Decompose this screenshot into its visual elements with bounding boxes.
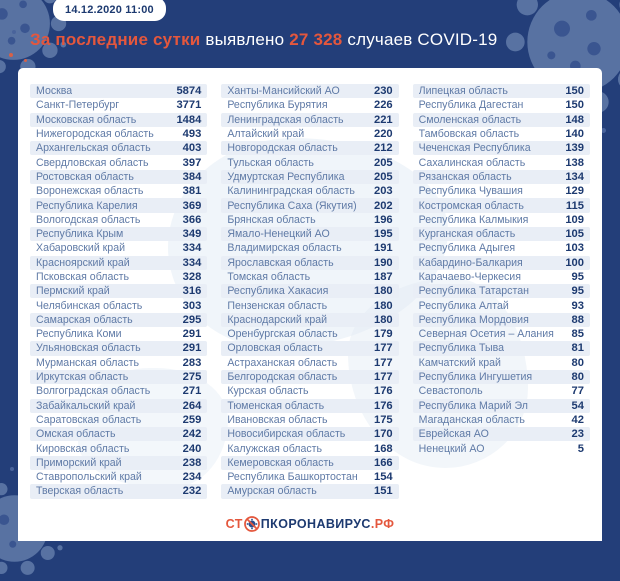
- table-row: [413, 170, 590, 184]
- table-row: [413, 370, 590, 384]
- table-row: [221, 127, 398, 141]
- region-column-1: [30, 84, 207, 499]
- table-row: [413, 399, 590, 413]
- table-row: [221, 98, 398, 112]
- region-value: 366: [182, 213, 202, 226]
- table-row: [413, 256, 590, 270]
- region-name: Краснодарский край: [227, 313, 328, 326]
- region-name: Псковская область: [36, 271, 130, 283]
- region-value: 95: [571, 271, 584, 283]
- table-row: [30, 84, 207, 98]
- region-name: Республика Ингушетия: [418, 371, 533, 384]
- region-value: 103: [565, 242, 584, 255]
- region-name: Смоленская область: [418, 113, 522, 126]
- decor-dot: [24, 59, 27, 62]
- table-row: [30, 227, 207, 241]
- region-value: 23: [571, 428, 584, 441]
- region-name: Забайкальский край: [36, 399, 136, 412]
- region-value: 230: [373, 85, 393, 98]
- region-value: 180: [373, 313, 393, 326]
- region-value: 196: [373, 213, 393, 226]
- region-value: 187: [373, 271, 393, 283]
- region-value: 54: [571, 399, 584, 412]
- table-row: [221, 399, 398, 413]
- table-row: [30, 298, 207, 312]
- region-value: 180: [373, 299, 393, 312]
- table-row: [221, 184, 398, 198]
- region-value: 168: [373, 442, 393, 455]
- region-name: Республика Карелия: [36, 199, 138, 212]
- table-row: [30, 270, 207, 284]
- logo-part-st: СТ: [225, 517, 243, 531]
- region-value: 105: [565, 228, 584, 241]
- table-row: [413, 298, 590, 312]
- region-value: 226: [373, 99, 393, 112]
- region-name: Кемеровская область: [227, 456, 334, 469]
- table-row: [221, 427, 398, 441]
- region-value: 151: [373, 485, 393, 498]
- region-name: Республика Крым: [36, 228, 124, 241]
- table-row: [413, 327, 590, 341]
- region-value: 384: [182, 170, 202, 183]
- region-value: 232: [182, 485, 202, 498]
- region-name: Оренбургская область: [227, 328, 338, 341]
- region-value: 177: [373, 342, 393, 355]
- region-value: 140: [565, 128, 584, 141]
- region-value: 166: [373, 456, 393, 469]
- table-row: [30, 256, 207, 270]
- table-row: [30, 370, 207, 384]
- region-name: Санкт-Петербург: [36, 99, 120, 112]
- table-row: [413, 441, 590, 455]
- region-name: Красноярский край: [36, 256, 130, 269]
- table-row: [221, 298, 398, 312]
- region-name: Ставропольский край: [36, 471, 142, 484]
- region-value: 93: [571, 299, 584, 312]
- region-value: 100: [565, 256, 584, 269]
- region-name: Калининградская область: [227, 185, 355, 198]
- table-row: [30, 470, 207, 484]
- region-name: Новосибирская область: [227, 428, 346, 441]
- table-row: [413, 384, 590, 398]
- table-row: [30, 484, 207, 498]
- table-row: [30, 399, 207, 413]
- decor-dot: [9, 53, 13, 57]
- region-value: 220: [373, 128, 393, 141]
- region-value: 221: [373, 113, 393, 126]
- region-name: Республика Калмыкия: [418, 213, 529, 226]
- table-row: [30, 313, 207, 327]
- date-badge: 14.12.2020 11:00: [53, 0, 166, 21]
- region-name: Орловская область: [227, 342, 323, 355]
- region-name: Республика Тыва: [418, 342, 505, 355]
- region-value: 176: [373, 385, 393, 398]
- region-name: Республика Коми: [36, 328, 122, 341]
- region-value: 369: [182, 199, 202, 212]
- table-row: [30, 284, 207, 298]
- region-name: Хабаровский край: [36, 242, 126, 255]
- region-value: 349: [182, 228, 202, 241]
- region-value: 203: [373, 185, 393, 198]
- table-row: [221, 341, 398, 355]
- region-value: 334: [182, 256, 202, 269]
- region-name: Свердловская область: [36, 156, 149, 169]
- table-row: [221, 227, 398, 241]
- region-value: 177: [373, 356, 393, 369]
- region-name: Камчатский край: [418, 356, 501, 369]
- table-row: [221, 356, 398, 370]
- region-name: Удмуртская Республика: [227, 170, 345, 183]
- region-name: Тюменская область: [227, 399, 325, 412]
- region-name: Ульяновская область: [36, 342, 141, 355]
- region-value: 88: [571, 313, 584, 326]
- region-name: Брянская область: [227, 213, 316, 226]
- region-name: Республика Марий Эл: [418, 399, 528, 412]
- table-row: [221, 170, 398, 184]
- region-name: Воронежская область: [36, 185, 144, 198]
- table-row: [413, 98, 590, 112]
- table-row: [30, 98, 207, 112]
- region-value: 129: [565, 185, 584, 198]
- region-name: Челябинская область: [36, 299, 143, 312]
- headline-prefix: За последние сутки: [30, 30, 201, 49]
- table-row: [221, 270, 398, 284]
- region-value: 150: [565, 99, 584, 112]
- table-row: [221, 241, 398, 255]
- region-name: Республика Хакасия: [227, 285, 329, 298]
- table-row: [30, 127, 207, 141]
- region-value: 264: [182, 399, 202, 412]
- region-name: Тульская область: [227, 156, 314, 169]
- region-value: 291: [182, 342, 202, 355]
- table-row: [221, 198, 398, 212]
- region-value: 316: [182, 285, 202, 298]
- region-value: 240: [182, 442, 202, 455]
- table-row: [30, 341, 207, 355]
- region-name: Амурская область: [227, 485, 317, 498]
- region-name: Калужская область: [227, 442, 323, 455]
- region-name: Сахалинская область: [418, 156, 526, 169]
- region-name: Республика Дагестан: [418, 99, 524, 112]
- table-row: [413, 427, 590, 441]
- logo-part-rf: .РФ: [370, 517, 395, 531]
- region-value: 271: [182, 385, 202, 398]
- table-row: [221, 155, 398, 169]
- region-name: Чеченская Республика: [418, 142, 531, 155]
- region-name: Новгородская область: [227, 142, 338, 155]
- table-row: [221, 84, 398, 98]
- region-value: 5874: [176, 85, 202, 98]
- region-name: Костромская область: [418, 199, 524, 212]
- table-row: [221, 284, 398, 298]
- table-row: [221, 370, 398, 384]
- region-name: Московская область: [36, 113, 137, 126]
- decor-dot: [10, 467, 14, 471]
- table-row: [30, 327, 207, 341]
- table-row: [413, 113, 590, 127]
- region-value: 95: [571, 285, 584, 298]
- table-row: [413, 84, 590, 98]
- region-name: Республика Башкортостан: [227, 471, 358, 484]
- region-value: 191: [373, 242, 393, 255]
- region-name: Северная Осетия – Алания: [418, 328, 554, 341]
- region-name: Нижегородская область: [36, 128, 154, 141]
- region-value: 397: [182, 156, 202, 169]
- table-row: [30, 356, 207, 370]
- logo-part-koronavirus: ПКОРОНАВИРУС: [260, 517, 371, 531]
- table-row: [221, 456, 398, 470]
- region-name: Белгородская область: [227, 371, 338, 384]
- table-row: [30, 113, 207, 127]
- region-value: 205: [373, 170, 393, 183]
- table-row: [413, 241, 590, 255]
- table-row: [413, 127, 590, 141]
- region-value: 212: [373, 142, 393, 155]
- region-value: 205: [373, 156, 393, 169]
- region-name: Мурманская область: [36, 356, 139, 369]
- table-row: [413, 213, 590, 227]
- region-name: Рязанская область: [418, 170, 512, 183]
- table-row: [413, 284, 590, 298]
- table-row: [413, 155, 590, 169]
- region-name: Тверская область: [36, 485, 124, 498]
- region-value: 259: [182, 413, 202, 426]
- regions-card: [18, 68, 602, 541]
- region-value: 295: [182, 313, 202, 326]
- region-value: 328: [182, 271, 202, 283]
- region-name: Ростовская область: [36, 170, 134, 183]
- region-name: Владимирская область: [227, 242, 342, 255]
- table-row: [221, 141, 398, 155]
- region-column-2: [221, 84, 398, 499]
- table-row: [221, 441, 398, 455]
- table-row: [413, 198, 590, 212]
- table-row: [221, 213, 398, 227]
- table-row: [30, 198, 207, 212]
- region-name: Ненецкий АО: [418, 442, 485, 455]
- region-value: 195: [373, 228, 393, 241]
- region-value: 403: [182, 142, 202, 155]
- table-row: [413, 413, 590, 427]
- table-row: [30, 184, 207, 198]
- region-value: 150: [565, 85, 584, 98]
- region-name: Пензенская область: [227, 299, 328, 312]
- region-value: 85: [571, 328, 584, 341]
- region-value: 3771: [176, 99, 202, 112]
- region-value: 134: [565, 170, 584, 183]
- region-value: 202: [373, 199, 393, 212]
- region-name: Архангельская область: [36, 142, 151, 155]
- region-value: 109: [565, 213, 584, 226]
- region-value: 80: [571, 356, 584, 369]
- table-row: [30, 384, 207, 398]
- region-name: Еврейская АО: [418, 428, 489, 441]
- table-row: [221, 113, 398, 127]
- table-row: [221, 327, 398, 341]
- table-row: [221, 384, 398, 398]
- region-name: Тамбовская область: [418, 128, 520, 141]
- region-name: Иркутская область: [36, 371, 129, 384]
- region-value: 80: [571, 371, 584, 384]
- region-value: 190: [373, 256, 393, 269]
- region-value: 77: [571, 385, 584, 398]
- table-row: [413, 356, 590, 370]
- headline-suffix: случаев COVID-19: [347, 30, 498, 49]
- region-value: 42: [571, 413, 584, 426]
- table-row: [413, 184, 590, 198]
- region-value: 283: [182, 356, 202, 369]
- region-name: Кировская область: [36, 442, 130, 455]
- region-name: Курская область: [227, 385, 309, 398]
- region-value: 1484: [176, 113, 202, 126]
- table-row: [30, 213, 207, 227]
- region-name: Республика Адыгея: [418, 242, 516, 255]
- region-value: 291: [182, 328, 202, 341]
- table-row: [30, 456, 207, 470]
- region-value: 275: [182, 371, 202, 384]
- region-name: Вологодская область: [36, 213, 141, 226]
- table-row: [30, 441, 207, 455]
- region-name: Кабардино-Балкария: [418, 256, 523, 269]
- region-value: 234: [182, 471, 202, 484]
- regions-table: [30, 84, 590, 499]
- region-name: Севастополь: [418, 385, 483, 398]
- region-name: Ленинградская область: [227, 113, 344, 126]
- region-value: 303: [182, 299, 202, 312]
- region-value: 177: [373, 371, 393, 384]
- region-name: Липецкая область: [418, 85, 508, 98]
- region-value: 176: [373, 399, 393, 412]
- table-row: [221, 313, 398, 327]
- headline-count: 27 328: [289, 30, 343, 49]
- region-value: 5: [577, 442, 584, 455]
- region-name: Республика Бурятия: [227, 99, 328, 112]
- table-row: [221, 484, 398, 498]
- region-value: 115: [565, 199, 584, 212]
- table-row: [221, 413, 398, 427]
- region-name: Республика Мордовия: [418, 313, 529, 326]
- table-row: [413, 141, 590, 155]
- region-name: Республика Чувашия: [418, 185, 523, 198]
- region-value: 148: [565, 113, 584, 126]
- page-title: [30, 30, 497, 50]
- region-name: Республика Татарстан: [418, 285, 529, 298]
- region-name: Карачаево-Черкесия: [418, 271, 521, 283]
- region-name: Алтайский край: [227, 128, 305, 141]
- headline-middle: выявлено: [205, 30, 285, 49]
- region-value: 334: [182, 242, 202, 255]
- region-column-3: [413, 84, 590, 499]
- table-row: [413, 227, 590, 241]
- region-value: 81: [571, 342, 584, 355]
- table-row: [413, 341, 590, 355]
- region-name: Москва: [36, 85, 73, 98]
- region-name: Приморский край: [36, 456, 122, 469]
- table-row: [413, 270, 590, 284]
- region-value: 238: [182, 456, 202, 469]
- table-row: [413, 313, 590, 327]
- region-name: Ивановская область: [227, 413, 328, 426]
- region-name: Ямало-Ненецкий АО: [227, 228, 330, 241]
- stopcoronavirus-logo: [18, 516, 602, 532]
- region-value: 381: [182, 185, 202, 198]
- region-name: Пермский край: [36, 285, 110, 298]
- region-value: 138: [565, 156, 584, 169]
- region-value: 242: [182, 428, 202, 441]
- region-name: Астраханская область: [227, 356, 338, 369]
- region-value: 154: [373, 471, 393, 484]
- region-value: 139: [565, 142, 584, 155]
- region-value: 179: [373, 328, 393, 341]
- region-name: Волгоградская область: [36, 385, 151, 398]
- region-value: 180: [373, 285, 393, 298]
- region-name: Магаданская область: [418, 413, 525, 426]
- region-value: 170: [373, 428, 393, 441]
- region-name: Ярославская область: [227, 256, 334, 269]
- table-row: [221, 470, 398, 484]
- region-value: 493: [182, 128, 202, 141]
- table-row: [30, 413, 207, 427]
- table-row: [221, 256, 398, 270]
- region-name: Томская область: [227, 271, 311, 283]
- table-row: [30, 170, 207, 184]
- region-name: Ханты-Мансийский АО: [227, 85, 340, 98]
- table-row: [30, 141, 207, 155]
- region-name: Республика Саха (Якутия): [227, 199, 357, 212]
- table-row: [30, 427, 207, 441]
- table-row: [30, 155, 207, 169]
- region-name: Курганская область: [418, 228, 516, 241]
- region-name: Омская область: [36, 428, 116, 441]
- region-name: Республика Алтай: [418, 299, 509, 312]
- table-row: [30, 241, 207, 255]
- no-virus-icon: [244, 516, 260, 532]
- region-name: Самарская область: [36, 313, 133, 326]
- region-value: 175: [373, 413, 393, 426]
- region-name: Саратовская область: [36, 413, 142, 426]
- decor-dot: [12, 30, 16, 34]
